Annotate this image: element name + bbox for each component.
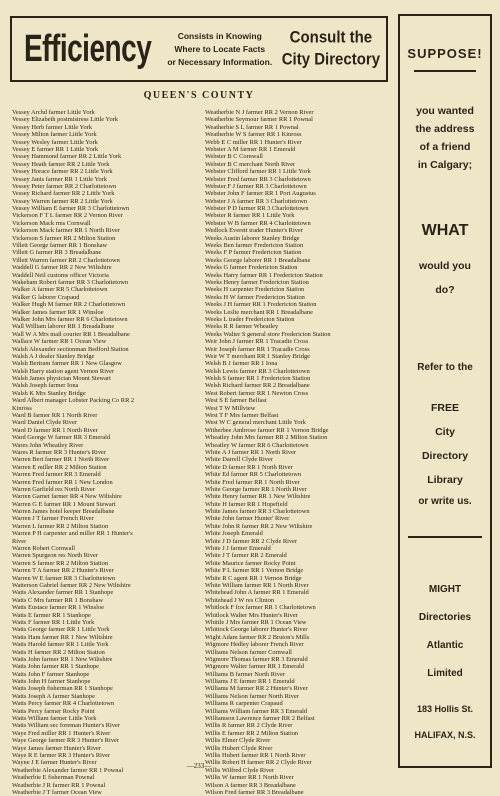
directory-entry: Vessey Archd farmer Little York xyxy=(12,109,95,116)
directory-entry: Williams M farmer RR 2 Hunter's River xyxy=(205,685,308,693)
directory-entry: Warren Bert farmer RR 1 North River xyxy=(12,456,110,464)
directory-entry: Vessey Herb farmer Little York xyxy=(12,123,93,131)
ad-company xyxy=(400,576,490,688)
directory-entry: Ward D farmer RR 1 North River xyxy=(12,426,98,434)
directory-entry: Willis W farmer RR 1 North River xyxy=(205,774,294,782)
directory-entry: Watts E farmer RR 1 Stanhope xyxy=(12,611,91,619)
directory-entry: Warren T A farmer RR 2 Hunter's River xyxy=(12,567,114,575)
directory-entry: Willis E farmer RR 2 Milton Station xyxy=(205,729,299,737)
page-number: —233— xyxy=(186,762,212,770)
directory-entry: White H farmer RR 1 Hopefield xyxy=(205,500,288,508)
cta-line: Consult the xyxy=(289,28,373,47)
section-title: QUEEN'S COUNTY xyxy=(143,90,255,101)
directory-entry: Williams B farmer North River xyxy=(205,670,285,678)
right-listing-column xyxy=(205,109,391,796)
directory-entry: Webb E C miller RR 1 Hunter's River xyxy=(205,138,302,146)
directory-entry: Vessey Milton farmer Little York xyxy=(12,131,97,139)
directory-entry: West W C general merchant Little York xyxy=(205,419,306,427)
directory-entry: Waye James farmer Hunter's River xyxy=(12,744,102,752)
directory-entry: Williams William farmer RR 3 Emerald xyxy=(205,707,308,715)
directory-entry: Villett Warren farmer RR 2 Charlottetown xyxy=(12,256,120,264)
directory-entry: Watts Percy farmer RR 4 Charlottetown xyxy=(12,700,115,708)
directory-entry: Willis Hubert farmer RR 1 North River xyxy=(205,751,306,759)
directory-entry: Watts William farmer Little York xyxy=(12,715,97,723)
ad-orwrite: or write us. xyxy=(418,496,472,507)
ad-line: MIGHT xyxy=(428,584,462,595)
directory-entry: Vickerson S farmer RR 2 Milton Station xyxy=(12,234,116,242)
directory-entry: Wall William laborer RR 1 Breadalbane xyxy=(12,323,115,331)
directory-entry: White J D farmer RR 2 Clyde River xyxy=(205,537,298,545)
directory-entry: Warren James hotel keeper Breadalbane xyxy=(12,508,115,516)
directory-entry: Williams Nelson farmer North River xyxy=(205,692,299,700)
directory-entry: Webster B C Cornwall xyxy=(205,153,263,161)
directory-entry: Watts John F farmer Stanhope xyxy=(12,670,90,678)
directory-entry: Wigmore Thomas farmer RR 3 Emerald xyxy=(205,655,308,663)
directory-entry: Vessey William E farmer RR 3 Charlottetown xyxy=(12,205,130,213)
directory-entry: Wares R farmer RR 3 Hunter's River xyxy=(12,448,106,456)
directory-entry: Weeks Harry farmer RR 1 Fredericton Station xyxy=(205,271,323,279)
tagline-line: or Necessary Information. xyxy=(167,56,273,67)
directory-entry: Webster John F farmer RR 1 Port Augustus xyxy=(205,190,316,198)
directory-entry: Weir Joseph farmer RR 1 Tracadie Cross xyxy=(205,345,310,353)
directory-entry: Watts C Mrs farmer RR 1 Bonshaw xyxy=(12,596,104,604)
directory-entry: Wheatley W farmer RR 6 Charlottetown xyxy=(205,441,309,449)
directory-entry: Watts Joseph A farmer Stanhope xyxy=(12,692,95,700)
ad-line: Limited xyxy=(427,668,463,679)
directory-entry: Waye Fred miller RR 1 Hunter's River xyxy=(12,729,111,737)
directory-entry: Vickerson Mack rms Cornwall xyxy=(12,219,91,227)
directory-entry: Willis Hubert Clyde River xyxy=(205,744,273,752)
directory-entry: Watts Percy farmer Rocky Point xyxy=(12,707,95,715)
directory-entry: Weir W T merchant RR 1 Stanley Bridge xyxy=(205,352,310,360)
directory-entry: Warren Garfield res North River xyxy=(12,485,95,493)
directory-entry: White Darrell Clyde River xyxy=(205,456,273,464)
ad-line: Library xyxy=(427,474,463,486)
directory-entry: Wilson A farmer RR 3 Breadalbane xyxy=(205,781,296,789)
left-listing-column xyxy=(12,109,198,796)
directory-entry: Vickerson Mack farmer RR 1 North River xyxy=(12,227,120,235)
directory-entry: Warren L farmer RR 2 Milton Station xyxy=(12,522,109,530)
directory-entry: Willis R farmer RR 2 Clyde River xyxy=(205,722,293,730)
directory-entry: Weeks Henry farmer Fredericton Station xyxy=(205,278,309,286)
directory-entry: River xyxy=(12,537,27,545)
directory-entry: Vessey Elizabeth postmistress Little York xyxy=(12,116,118,124)
directory-entry: Wight Adam farmer RR 2 Bruton's Mills xyxy=(205,633,310,641)
directory-entry: Weatherbie Seymour farmer RR 1 Pownal xyxy=(205,116,313,124)
directory-entry: Witherbee Ambrose farmer RR 1 Vernon Bridge xyxy=(205,426,329,434)
suppose-advertisement xyxy=(398,14,492,768)
directory-entry: Warren W E farmer RR 3 Charlottetown xyxy=(12,574,116,582)
directory-entry: Wigmore Hedley laborer French River xyxy=(205,641,304,649)
directory-entry: Welsh S farmer RR 1 Fredericton Station xyxy=(205,375,311,383)
directory-entry: Watts Alexander farmer RR 1 Stanhope xyxy=(12,589,114,597)
ad-refer: Refer to the xyxy=(417,362,473,373)
directory-entry: Warren Fred farmer RR 3 Emerald xyxy=(12,471,101,479)
directory-entry: Weir John J farmer RR 1 Tracadie Cross xyxy=(205,338,309,346)
directory-entry: Weeks F P farmer Fredericton Station xyxy=(205,249,302,257)
directory-entry: Williams J E farmer RR 1 Emerald xyxy=(205,678,295,686)
directory-entry: Wakeham Robert farmer RR 3 Charlottetown xyxy=(12,278,129,286)
directory-entry: Walsh Alexander sectionman Bedford Station xyxy=(12,345,129,353)
ad-line: Directory xyxy=(421,450,469,462)
directory-entry: Weeks Ben farmer Fredericton Station xyxy=(205,242,304,250)
directory-entry: West Robert farmer RR 1 Newton Cross xyxy=(205,389,309,397)
directory-entry: Whitlock F fox farmer RR 1 Charlottetown xyxy=(205,604,316,612)
cta-line: City Directory xyxy=(281,50,381,69)
ad-line: would you xyxy=(419,260,471,272)
directory-entry: Weeks J H farmer RR 1 Fredericton Station xyxy=(205,301,317,309)
directory-entry: Walsh Harry station agent Vernon River xyxy=(12,367,115,375)
directory-entry: Willis Elmer Clyde River xyxy=(205,737,271,745)
directory-entry: Watts John farmer RR 1 Stanhope xyxy=(12,663,99,671)
directory-entry: Villett George farmer RR 1 Bonshaw xyxy=(12,242,108,250)
directory-entry: Vickerson F T L farmer RR 2 Vernon River xyxy=(12,212,123,220)
directory-entry: Waye George farmer RR 3 Hunter's River xyxy=(12,737,119,745)
directory-entry: White John farmer Hunter' River xyxy=(205,515,290,523)
directory-entry: White Maurice farmer Rocky Point xyxy=(205,559,296,567)
ad-line: FREE xyxy=(430,402,459,414)
directory-entry: Walker A farmer RR 5 Charlottetown xyxy=(12,286,108,294)
directory-entry: Warren Spurgeon res North River xyxy=(12,552,98,560)
directory-entry: Weeks H W farmer Fredericton Station xyxy=(205,293,305,301)
directory-entry: West S E farmer Belfast xyxy=(205,397,267,405)
directory-entry: Webster R farmer RR 1 Little York xyxy=(205,212,295,220)
directory-entry: Vessey Peter farmer RR 2 Charlottetown xyxy=(12,182,117,190)
ad-line: City xyxy=(435,426,455,438)
directory-entry: Weeks Walter S general store Fredericton Station xyxy=(205,330,331,338)
directory-entry: White George farmer RR 1 North River xyxy=(205,485,307,493)
directory-entry: Warren J T farmer French River xyxy=(12,515,94,523)
directory-entry: Williams R carpenter Crapaud xyxy=(205,700,283,708)
directory-entry: Walker John Mrs farmer RR 6 Charlottetown xyxy=(12,315,128,323)
ad-what: WHAT xyxy=(421,222,469,239)
directory-entry: West T W Millview xyxy=(205,404,256,412)
directory-entry: Weatherbie E fisherman Pownal xyxy=(12,774,95,782)
directory-entry: Walker G laborer Crapaud xyxy=(12,293,80,301)
directory-entry: Wheatley John Mrs farmer RR 2 Milton Station xyxy=(205,434,328,442)
directory-entry: White Ed farmer RR 5 Charlottetown xyxy=(205,471,302,479)
directory-entry: Warren G E farmer RR 1 Mount Stewart xyxy=(12,500,116,508)
directory-entry: Weatherbie Alexander farmer RR 1 Pownal xyxy=(12,766,124,774)
ad-divider xyxy=(408,536,482,538)
directory-entry: Waddell Neil customs officer Victoria xyxy=(12,271,109,279)
directory-entry: White James farmer RR 3 Charlottetown xyxy=(205,508,310,516)
directory-entry: Watts H farmer RR 2 Milton Station xyxy=(12,648,105,656)
directory-entry: Welsh B J farmer RR 1 Iona xyxy=(205,360,278,368)
directory-entry: Whitehead J W res Clinton xyxy=(205,596,274,604)
directory-entry: White R C agent RR 1 Vernon Bridge xyxy=(205,574,302,582)
directory-entry: White Joseph Emerald xyxy=(205,530,263,538)
directory-entry: White Fred farmer RR 1 North River xyxy=(205,478,300,486)
directory-entry: White Henry farmer RR 1 New Wiltshire xyxy=(205,493,311,501)
directory-entry: Weatherbie J T farmer Ocean View xyxy=(12,788,102,796)
directory-entry: Watts Ham farmer RR 1 New Wiltshire xyxy=(12,633,113,641)
directory-entry: Wares John Wheatley River xyxy=(12,441,84,449)
ad-line: 183 Hollis St. xyxy=(416,704,474,714)
directory-entry: Vessey Warren farmer RR 2 Little York xyxy=(12,197,113,205)
ad-line: of a friend xyxy=(419,141,471,153)
directory-entry: Wayne J E farmer Hunter's River xyxy=(12,759,97,767)
directory-entry: White A J farmer RR 1 North River xyxy=(205,448,297,456)
banner-brand: Efficiency xyxy=(24,27,152,70)
directory-entry: Webster B C merchant North River xyxy=(205,160,296,168)
directory-entry: Williamson Lawrence farmer RR 2 Belfast xyxy=(205,715,315,723)
tagline-line: Consists in Knowing xyxy=(177,30,262,41)
ad-divider xyxy=(414,70,476,72)
directory-entry: Webster F J farmer RR 3 Charlottetown xyxy=(205,182,307,190)
directory-entry: Webster Clifford farmer RR 1 Little York xyxy=(205,168,311,176)
ad-free-text xyxy=(400,396,490,492)
directory-entry: Webster W B farmer RR 4 Charlottetown xyxy=(205,219,311,227)
directory-entry: Walker James farmer RR 1 Winsloe xyxy=(12,308,104,316)
ad-line: do? xyxy=(435,284,455,296)
directory-entry: Whittle J Mrs farmer RR 1 Ocean View xyxy=(205,618,307,626)
directory-entry: Villett G farmer RR 3 Breadalbane xyxy=(12,249,102,257)
ad-line: Atlantic xyxy=(426,640,464,651)
directory-entry: Warren S farmer RR 2 Milton Station xyxy=(12,559,109,567)
directory-entry: Watts Eustace farmer RR 1 Winsloe xyxy=(12,604,104,612)
directory-entry: Ward B farmer RR 1 North River xyxy=(12,412,98,420)
directory-entry: Ward Albert manager Lobster Packing Co RR 2 xyxy=(12,397,135,405)
ad-want-text xyxy=(400,102,490,174)
directory-entry: Willis Wilfred Clyde River xyxy=(205,766,275,774)
directory-entry: Webster Fred farmer RR 3 Charlottetown xyxy=(205,175,311,183)
directory-entry: West T F Mrs farmer Belfast xyxy=(205,412,279,420)
directory-entry: Kinross xyxy=(12,404,32,412)
directory-entry: Watts William sec foreman Hunter's River xyxy=(12,722,120,730)
ad-line: HALIFAX, N.S. xyxy=(414,730,476,740)
directory-entry: Weeks R R farmer Wheatley xyxy=(205,323,279,331)
directory-entry: Willis Robert H farmer RR 2 Clyde River xyxy=(205,759,312,767)
directory-entry: Vessey Hammond farmer RR 2 Little York xyxy=(12,153,122,161)
directory-entry: Weeks L trader Fredericton Station xyxy=(205,315,295,323)
directory-entry: Vessey E farmer RR 1 Little York xyxy=(12,145,99,153)
ad-line: Directories xyxy=(418,612,472,623)
directory-entry: Webster A M farmer RR 1 Emerald xyxy=(205,145,296,153)
directory-entry: Wall W A Mrs mail courier RR 1 Breadalbane xyxy=(12,330,130,338)
directory-entry: Welsh Lewis farmer RR 3 Charlottetown xyxy=(205,367,310,375)
directory-entry: Walsh James physician Mount Stewart xyxy=(12,375,111,383)
directory-entry: Warren Robert Cornwall xyxy=(12,545,76,553)
directory-entry: Watts John H farmer Stanhope xyxy=(12,678,91,686)
directory-entry: Webster J A farmer RR 3 Charlottetown xyxy=(205,197,308,205)
directory-entry: Weatherbie S L farmer RR 1 Pownal xyxy=(205,123,299,131)
directory-entry: Whitehead John A farmer RR 1 Emerald xyxy=(205,589,309,597)
directory-entry: Weeks Austin laborer Stanley Bridge xyxy=(205,234,300,242)
directory-entry: Wigmore Walter farmer RR 1 Emerald xyxy=(205,663,305,671)
directory-entry: Warren E miller RR 2 Milton Station xyxy=(12,463,107,471)
directory-entry: Weatherbie J R farmer RR 1 Pownal xyxy=(12,781,106,789)
directory-entry: White P L farmer RR 1 Vernon Bridge xyxy=(205,567,304,575)
ad-headline: SUPPOSE! xyxy=(407,46,483,61)
directory-entry: Vessey Wesley farmer Little York xyxy=(12,138,98,146)
ad-line: the address xyxy=(415,123,475,135)
directory-entry: Waye R E farmer RR 3 Hunter's River xyxy=(12,751,111,759)
directory-entry: Walsh Bertram farmer RR 1 New Glasgow xyxy=(12,360,122,368)
directory-entry: Watterson Gabriel farmer RR 2 New Wiltshire xyxy=(12,582,131,589)
directory-entry: Walsh Joseph farmer Iona xyxy=(12,382,79,390)
directory-entry: Weatherbie N J farmer RR 2 Vernon River xyxy=(205,109,314,116)
banner-tagline xyxy=(164,30,276,69)
directory-entry: White J J farmer Emerald xyxy=(205,545,271,553)
directory-entry: Vessey Heath farmer RR 2 Little York xyxy=(12,160,110,168)
directory-entry: Webster P D farmer RR 3 Charlottetown xyxy=(205,205,309,213)
banner-cta xyxy=(276,27,386,71)
ad-doit-text xyxy=(400,254,490,302)
directory-entry: Watts F farmer RR 1 Little York xyxy=(12,618,95,626)
directory-entry: Warren Garnet farmer RR 4 New Wiltshire xyxy=(12,493,122,501)
directory-entry: Walsh A J dealer Stanley Bridge xyxy=(12,352,95,360)
directory-entry: Watts Joseph fisherman RR 1 Stanhope xyxy=(12,685,113,693)
directory-entry: White D farmer RR 1 North River xyxy=(205,463,293,471)
directory-entry: Weeks George laborer RR 1 Breadalbane xyxy=(205,256,311,264)
efficiency-banner xyxy=(10,16,388,82)
directory-entry: Vessey Richard farmer RR 2 Little York xyxy=(12,190,115,198)
directory-entry: White J T farmer RR 2 Emerald xyxy=(205,552,287,560)
directory-entry: White John R farmer RR 2 New Wiltshire xyxy=(205,522,313,530)
directory-entry: Weeks G farmer Fredericton Station xyxy=(205,264,298,272)
directory-entry: Warren Fred farmer RR 1 New London xyxy=(12,478,113,486)
directory-entry: Weatherbie W S farmer RR 1 Kinross xyxy=(205,131,302,139)
tagline-line: Where to Locate Facts xyxy=(174,43,266,54)
directory-entry: Wallace W farmer RR 1 Ocean View xyxy=(12,338,107,346)
directory-entry: Vessey Janis farmer RR 1 Little York xyxy=(12,175,107,183)
ad-line: you wanted xyxy=(416,105,474,117)
directory-entry: Whitlock Walter Mrs Hunter's River xyxy=(205,611,298,619)
directory-entry: Ward George W farmer RR 3 Emerald xyxy=(12,434,111,442)
directory-entry: Warren P H carpenter and miller RR 1 Hunter's xyxy=(12,530,133,538)
directory-entry: Weeks H carpenter Fredericton Station xyxy=(205,286,305,294)
directory-entry: Wedlock Everett trader Hunter's River xyxy=(205,227,303,235)
directory-entry: Watts John farmer RR 1 New Wiltshire xyxy=(12,655,113,663)
directory-entry: White William farmer RR 1 North River xyxy=(205,582,309,589)
directory-entry: Vessey Horace farmer RR 2 Little York xyxy=(12,168,113,176)
ad-address xyxy=(400,696,490,748)
directory-entry: Williams Nelson farmer Cornwall xyxy=(205,648,292,656)
directory-entry: Walsh K Mrs Stanley Bridge xyxy=(12,389,86,397)
directory-entry: Watts Harold farmer RR 1 Little York xyxy=(12,641,109,649)
directory-entry: Waddell G farmer RR 2 New Wiltshire xyxy=(12,264,112,272)
directory-entry: Watts George farmer RR 1 Little York xyxy=(12,626,110,634)
directory-entry: Weeks Leslie merchant RR 1 Breadalbane xyxy=(205,308,313,316)
directory-entry: Ward Daniel Clyde River xyxy=(12,419,77,427)
directory-entry: Wilson Fred farmer RR 3 Breadalbane xyxy=(205,788,304,796)
directory-entry: Welsh Richard farmer RR 2 Breadalbane xyxy=(205,382,310,390)
directory-entry: Whittock George laborer Hunter's River xyxy=(205,626,308,634)
ad-line: in Calgary; xyxy=(417,159,473,171)
directory-entry: Walker Hugh M farmer RR 2 Charlottetown xyxy=(12,301,126,309)
